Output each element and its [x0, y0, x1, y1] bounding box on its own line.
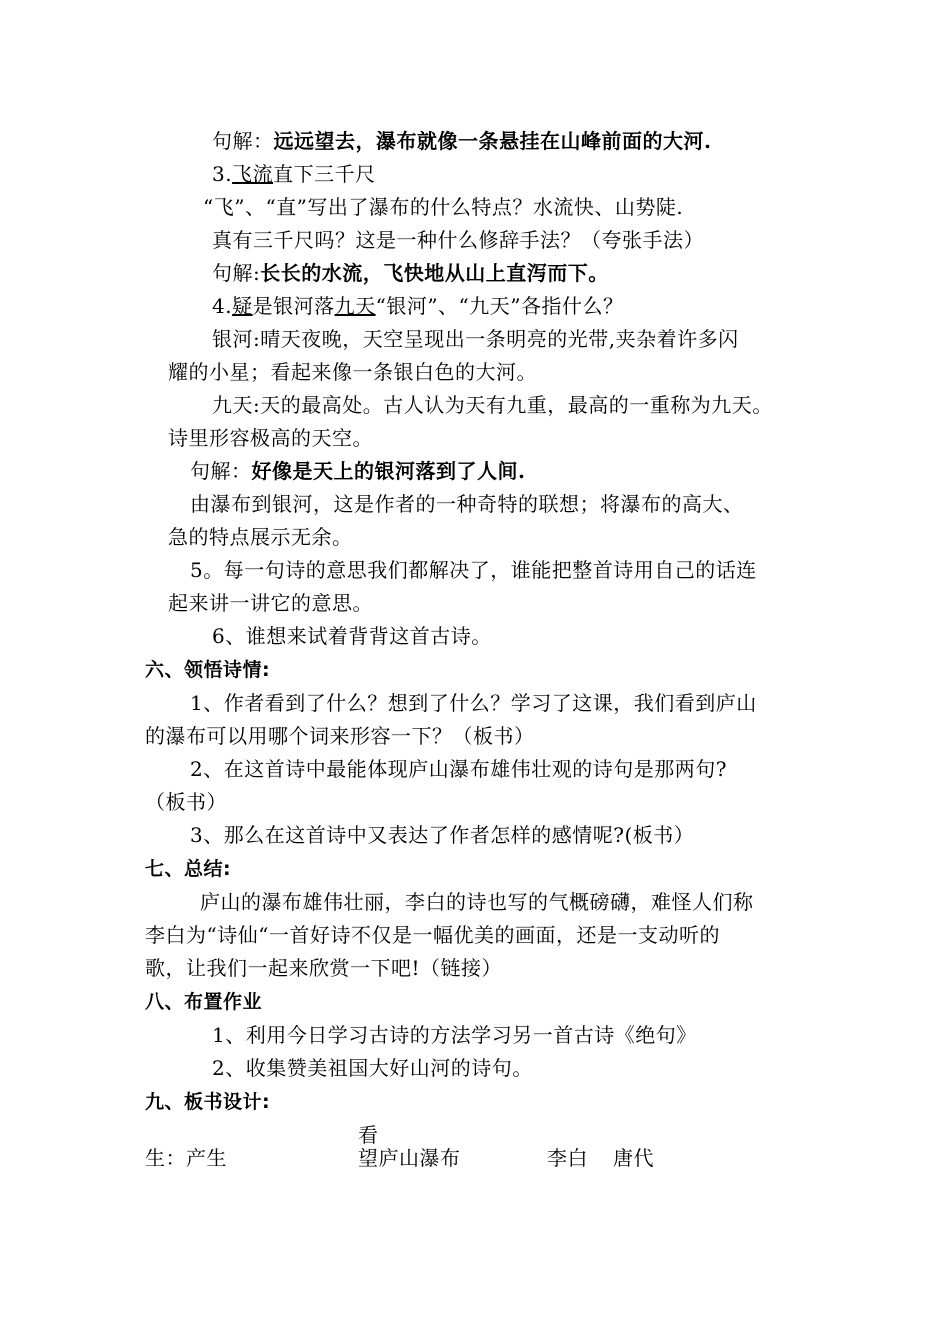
- definition-line: 九天:天的最高处。古人认为天有九重，最高的一重称为九天。: [212, 393, 773, 417]
- underlined-word: 飞流: [232, 162, 274, 186]
- paragraph-line: 庐山的瀑布雄伟壮丽，李白的诗也写的气概磅礴，难怪人们称: [200, 890, 754, 914]
- paragraph-line: 6、谁想来试着背背这首古诗。: [212, 624, 492, 648]
- paragraph-line: 李白为“诗仙“一首好诗不仅是一幅优美的画面，还是一支动听的: [145, 923, 720, 947]
- poem-line-4: [212, 292, 624, 320]
- underlined-word: 九天: [334, 294, 376, 318]
- item-number: 4.: [212, 294, 233, 318]
- section-heading: 九、板书设计:: [145, 1091, 271, 1113]
- definition-line: 诗里形容极高的天空。: [168, 426, 373, 450]
- bold-explanation: 远远望去，瀑布就像一条悬挂在山峰前面的大河.: [273, 129, 712, 153]
- homework-item: 1、利用今日学习古诗的方法学习另一首古诗《绝句》: [212, 1023, 697, 1047]
- paragraph-line: 5。每一句诗的意思我们都解决了，谁能把整首诗用自己的话连: [190, 558, 757, 582]
- sentence-explanation-line: [212, 127, 711, 155]
- underlined-word: 疑: [232, 294, 253, 318]
- section-heading: 八、布置作业: [145, 991, 263, 1013]
- sentence-explanation-line: [212, 259, 609, 287]
- poem-line-3: [212, 160, 376, 188]
- board-design-left: 生：产生: [145, 1146, 227, 1170]
- board-design-dynasty: 唐代: [613, 1146, 654, 1170]
- label: 句解：: [212, 129, 274, 153]
- homework-item: 2、收集赞美祖国大好山河的诗句。: [212, 1056, 533, 1080]
- label: 句解:: [212, 261, 261, 285]
- label: 句解：: [190, 459, 252, 483]
- definition-line: 银河:晴天夜晚，天空呈现出一条明亮的光带,夹杂着许多闪: [212, 327, 739, 351]
- paragraph-line: 的瀑布可以用哪个词来形容一下？（板书）: [145, 724, 535, 748]
- paragraph-line: 起来讲一讲它的意思。: [168, 591, 373, 615]
- item-number: 3.: [212, 162, 233, 186]
- paragraph-line: 歌，让我们一起来欣赏一下吧!（链接）: [145, 956, 503, 980]
- bold-explanation: 好像是天上的银河落到了人间.: [251, 459, 526, 483]
- question-text: “银河”、“九天”各指什么？: [375, 294, 624, 318]
- paragraph-line: 由瀑布到银河，这是作者的一种奇特的联想；将瀑布的高大、: [190, 492, 744, 516]
- board-design-kan: 看: [358, 1123, 379, 1147]
- question-line: “飞”、“直”写出了瀑布的什么特点？水流快、山势陡.: [203, 195, 684, 219]
- bold-explanation: 长长的水流，飞快地从山上直泻而下。: [260, 261, 609, 285]
- paragraph-line: 1、作者看到了什么？想到了什么？学习了这课，我们看到庐山: [190, 691, 757, 715]
- poem-text: 是银河落: [252, 294, 335, 318]
- definition-line: 耀的小星；看起来像一条银白色的大河。: [168, 360, 537, 384]
- poem-text: 直下三千尺: [273, 162, 376, 186]
- section-heading: 六、领悟诗情:: [145, 659, 271, 681]
- paragraph-line: 急的特点展示无余。: [168, 525, 353, 549]
- board-design-author: 李白: [547, 1146, 588, 1170]
- paragraph-line: 3、那么在这首诗中又表达了作者怎样的感情呢?(板书）: [190, 823, 695, 847]
- section-heading: 七、总结:: [145, 858, 232, 880]
- question-line: 真有三千尺吗？这是一种什么修辞手法？（夸张手法）: [212, 228, 704, 252]
- paragraph-line: （板书）: [145, 790, 227, 814]
- sentence-explanation-line: [190, 457, 525, 485]
- board-design-title: 望庐山瀑布: [358, 1146, 461, 1170]
- paragraph-line: 2、在这首诗中最能体现庐山瀑布雄伟壮观的诗句是那两句?: [190, 757, 727, 781]
